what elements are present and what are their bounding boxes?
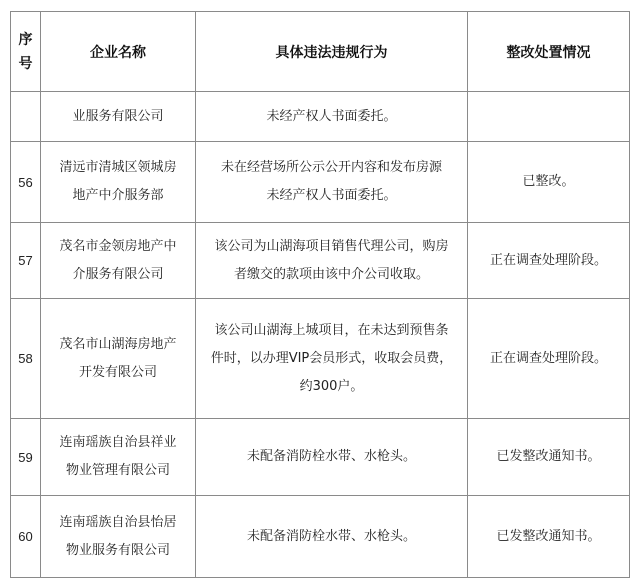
company-line: 清远市清城区领城房 — [59, 160, 177, 175]
violation-line: 者缴交的款项由该中介公司收取。 — [233, 266, 429, 282]
company-line: 物业服务有限公司 — [65, 542, 170, 558]
header-no-bottom: 号 — [18, 55, 33, 72]
company-line: 物业管理有限公司 — [65, 463, 170, 478]
violation-text — [196, 419, 468, 496]
violation-text — [196, 142, 468, 223]
table-row — [11, 142, 630, 223]
violation-line: 未配备消防栓水带、水枪头。 — [246, 528, 416, 544]
violation-line: 未在经营场所公示公开内容和发布房源 — [220, 160, 442, 175]
table-row — [11, 299, 630, 419]
violation-line: 未配备消防栓水带、水枪头。 — [246, 449, 416, 464]
status-text — [468, 92, 630, 142]
header-row — [11, 12, 630, 92]
row-number: 58 — [11, 299, 41, 419]
row-number: 56 — [11, 142, 41, 223]
company-name — [41, 223, 196, 299]
company-line: 开发有限公司 — [78, 364, 157, 380]
company-line: 连南瑶族自治县祥业 — [59, 435, 177, 450]
status-text: 正在调查处理阶段。 — [468, 223, 630, 299]
violation-text — [196, 496, 468, 578]
violation-line: 件时，以办理VIP会员形式，收取会员费， — [210, 350, 453, 366]
company-line: 业服务有限公司 — [72, 108, 164, 124]
violation-line: 未经产权人书面委托。 — [266, 108, 397, 124]
status-text: 已整改。 — [468, 142, 630, 223]
company-name — [41, 92, 196, 142]
violation-text — [196, 299, 468, 419]
header-violation: 具体违法违规行为 — [196, 12, 468, 92]
status-text: 已发整改通知书。 — [468, 496, 630, 578]
violation-line: 该公司山湖海上城项目，在未达到预售条 — [214, 322, 449, 338]
row-number: 57 — [11, 223, 41, 299]
company-line: 茂名市金领房地产中 — [59, 238, 177, 254]
company-name — [41, 419, 196, 496]
company-line: 连南瑶族自治县怡居 — [59, 514, 177, 530]
status-text: 正在调查处理阶段。 — [468, 299, 630, 419]
violation-line: 该公司为山湖海项目销售代理公司，购房 — [214, 238, 449, 254]
status-text: 已发整改通知书。 — [468, 419, 630, 496]
row-number: 60 — [11, 496, 41, 578]
company-line: 茂名市山湖海房地产 — [59, 336, 177, 352]
company-line: 介服务有限公司 — [72, 266, 164, 282]
header-no — [11, 12, 41, 92]
violation-text — [196, 92, 468, 142]
table-row — [11, 496, 630, 578]
header-company: 企业名称 — [41, 12, 196, 92]
header-status: 整改处置情况 — [468, 12, 630, 92]
row-number — [11, 92, 41, 142]
row-number: 59 — [11, 419, 41, 496]
company-name — [41, 299, 196, 419]
header-no-top: 序 — [18, 31, 33, 48]
table-row — [11, 419, 630, 496]
table-row — [11, 223, 630, 299]
table-row — [11, 92, 630, 142]
violations-table — [10, 11, 630, 578]
company-name — [41, 496, 196, 578]
violation-line: 未经产权人书面委托。 — [266, 188, 397, 203]
company-name — [41, 142, 196, 223]
violation-text — [196, 223, 468, 299]
company-line: 地产中介服务部 — [72, 188, 164, 203]
violation-line: 约300户。 — [299, 378, 364, 394]
